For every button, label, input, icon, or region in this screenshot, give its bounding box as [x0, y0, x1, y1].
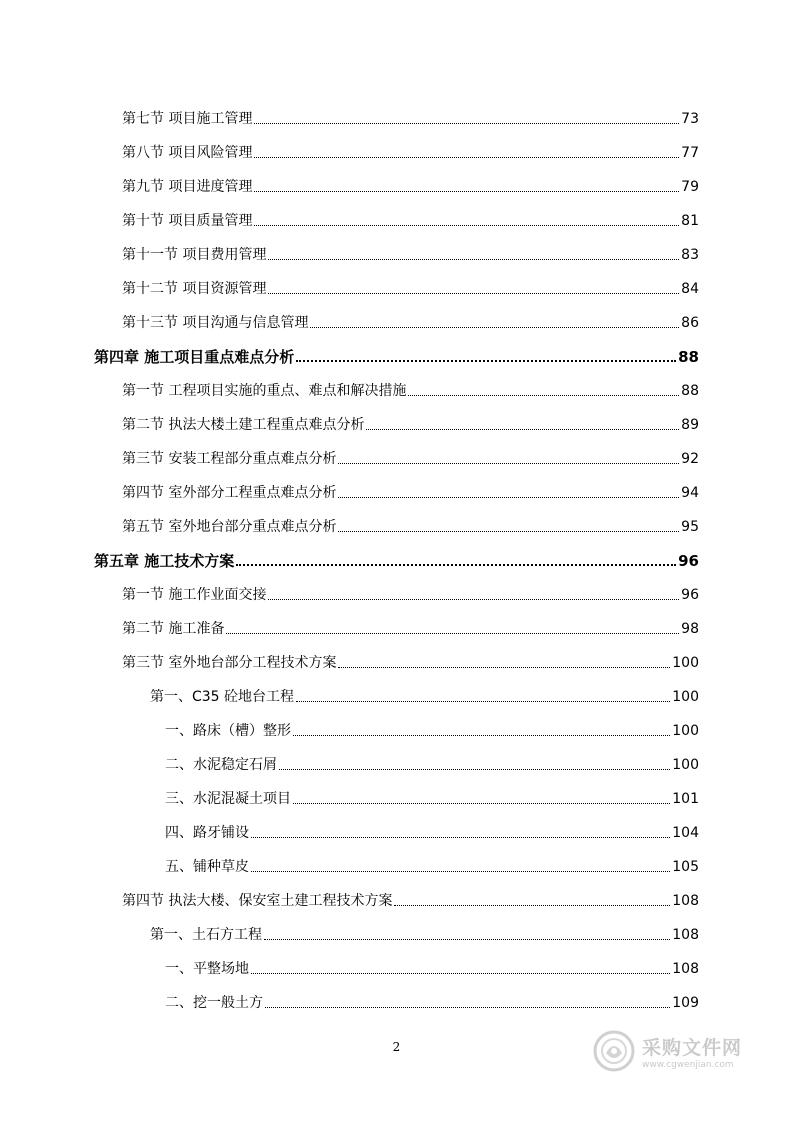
toc-entry-page: 100: [672, 655, 699, 671]
toc-entry-page: 77: [681, 145, 699, 161]
toc-dot-leader: [279, 768, 670, 770]
toc-entry-title: 一、路床（槽）整形: [165, 723, 291, 739]
toc-entry-title: 第四节 室外部分工程重点难点分析: [122, 485, 337, 501]
toc-entry-page: 88: [681, 383, 699, 399]
toc-entry[interactable]: [165, 716, 699, 740]
toc-dot-leader: [338, 530, 679, 532]
toc-dot-leader: [394, 904, 670, 906]
toc-dot-leader: [338, 666, 670, 668]
toc-entry-title: 第九节 项目进度管理: [122, 179, 253, 195]
watermark-url: www.cgwenjian.com: [642, 1059, 734, 1070]
toc-entry-title: 二、挖一般土方: [165, 995, 263, 1011]
toc-dot-leader: [254, 156, 679, 158]
toc-entry-page: 89: [681, 417, 699, 433]
toc-entry-title: 第五节 室外地台部分重点难点分析: [122, 519, 337, 535]
toc-entry-title: 第一节 施工作业面交接: [122, 587, 267, 603]
toc-entry[interactable]: [122, 444, 699, 468]
toc-entry[interactable]: [150, 682, 699, 706]
toc-dot-leader: [254, 190, 679, 192]
toc-dot-leader: [310, 326, 679, 328]
toc-entry-title: 第二节 施工准备: [122, 621, 225, 637]
toc-entry[interactable]: [122, 648, 699, 672]
toc-dot-leader: [251, 972, 670, 974]
toc-entry-page: 104: [672, 825, 699, 841]
toc-chapter-entry[interactable]: [94, 342, 699, 366]
toc-entry-page: 81: [681, 213, 699, 229]
toc-dot-leader: [338, 496, 679, 498]
toc-entry[interactable]: [122, 206, 699, 230]
toc-entry-page: 100: [672, 723, 699, 739]
toc-dot-leader: [296, 359, 676, 362]
toc-entry[interactable]: [122, 240, 699, 264]
toc-entry-title: 第一、C35 砼地台工程: [150, 689, 295, 705]
toc-entry[interactable]: [165, 954, 699, 978]
toc-entry-page: 98: [681, 621, 699, 637]
toc-dot-leader: [293, 802, 670, 804]
toc-entry[interactable]: [122, 512, 699, 536]
toc-entry[interactable]: [122, 478, 699, 502]
toc-entry-page: 84: [681, 281, 699, 297]
toc-entry-page: 73: [681, 111, 699, 127]
toc-dot-leader: [265, 1006, 670, 1008]
toc-entry-title: 第三节 安装工程部分重点难点分析: [122, 451, 337, 467]
toc-entry-page: 96: [678, 552, 699, 570]
toc-dot-leader: [236, 563, 676, 566]
toc-entry-page: 105: [672, 859, 699, 875]
toc-entry-page: 108: [672, 961, 699, 977]
toc-entry-title: 一、平整场地: [165, 961, 249, 977]
toc-entry[interactable]: [122, 308, 699, 332]
toc-entry-title: 第四节 执法大楼、保安室土建工程技术方案: [122, 893, 393, 909]
toc-entry-title: 四、路牙铺设: [165, 825, 249, 841]
toc-chapter-entry[interactable]: [94, 546, 699, 570]
toc-dot-leader: [251, 836, 670, 838]
toc-entry-page: 109: [672, 995, 699, 1011]
toc-dot-leader: [254, 122, 679, 124]
toc-entry-title: 第二节 执法大楼土建工程重点难点分析: [122, 417, 365, 433]
toc-entry-title: 第三节 室外地台部分工程技术方案: [122, 655, 337, 671]
toc-entry-page: 92: [681, 451, 699, 467]
toc-dot-leader: [338, 462, 679, 464]
toc-dot-leader: [293, 734, 670, 736]
watermark-logo-icon: [592, 1029, 636, 1073]
toc-entry[interactable]: [165, 750, 699, 774]
page-number: 2: [392, 1040, 401, 1054]
toc-entry[interactable]: [122, 886, 699, 910]
toc-entry-title: 第七节 项目施工管理: [122, 111, 253, 127]
toc-dot-leader: [268, 292, 679, 294]
toc-dot-leader: [226, 632, 679, 634]
toc-entry-page: 95: [681, 519, 699, 535]
toc-dot-leader: [366, 428, 679, 430]
toc-entry-page: 108: [672, 893, 699, 909]
toc-entry-title: 第八节 项目风险管理: [122, 145, 253, 161]
toc-entry-page: 83: [681, 247, 699, 263]
toc-entry-title: 第四章 施工项目重点难点分析: [94, 348, 295, 366]
toc-entry-page: 79: [681, 179, 699, 195]
toc-entry-page: 100: [672, 757, 699, 773]
toc-entry[interactable]: [122, 274, 699, 298]
toc-dot-leader: [268, 598, 679, 600]
toc-entry[interactable]: [122, 410, 699, 434]
toc-entry-title: 第一节 工程项目实施的重点、难点和解决措施: [122, 383, 407, 399]
toc-entry-title: 二、水泥稳定石屑: [165, 757, 277, 773]
toc-dot-leader: [264, 938, 670, 940]
toc-entry-title: 第十节 项目质量管理: [122, 213, 253, 229]
toc-dot-leader: [251, 870, 670, 872]
toc-entry[interactable]: [150, 920, 699, 944]
toc-dot-leader: [254, 224, 679, 226]
watermark-name: 采购文件网: [642, 1036, 743, 1059]
toc-entry-page: 100: [672, 689, 699, 705]
toc-entry[interactable]: [122, 138, 699, 162]
toc-entry-title: 第十一节 项目费用管理: [122, 247, 267, 263]
toc-entry[interactable]: [165, 988, 699, 1012]
toc-dot-leader: [296, 700, 670, 702]
toc-entry[interactable]: [122, 172, 699, 196]
toc-entry-page: 101: [672, 791, 699, 807]
toc-dot-leader: [268, 258, 679, 260]
toc-entry[interactable]: [122, 614, 699, 638]
watermark: [592, 1026, 762, 1076]
toc-entry-page: 88: [678, 348, 699, 366]
toc-entry-title: 第十三节 项目沟通与信息管理: [122, 315, 309, 331]
toc-entry-page: 86: [681, 315, 699, 331]
toc-entry[interactable]: [122, 376, 699, 400]
toc-entry-title: 五、铺种草皮: [165, 859, 249, 875]
toc-entry-title: 第五章 施工技术方案: [94, 552, 235, 570]
toc-entry-page: 108: [672, 927, 699, 943]
toc-entry[interactable]: [122, 104, 699, 128]
toc-entry-title: 三、水泥混凝土项目: [165, 791, 291, 807]
toc-dot-leader: [408, 394, 679, 396]
toc-entry-page: 94: [681, 485, 699, 501]
toc-entry-title: 第十二节 项目资源管理: [122, 281, 267, 297]
toc-entry-title: 第一、土石方工程: [150, 927, 262, 943]
toc-entry[interactable]: [165, 852, 699, 876]
toc-entry-page: 96: [681, 587, 699, 603]
toc-entry[interactable]: [165, 818, 699, 842]
toc-entry[interactable]: [122, 580, 699, 604]
toc-entry[interactable]: [165, 784, 699, 808]
